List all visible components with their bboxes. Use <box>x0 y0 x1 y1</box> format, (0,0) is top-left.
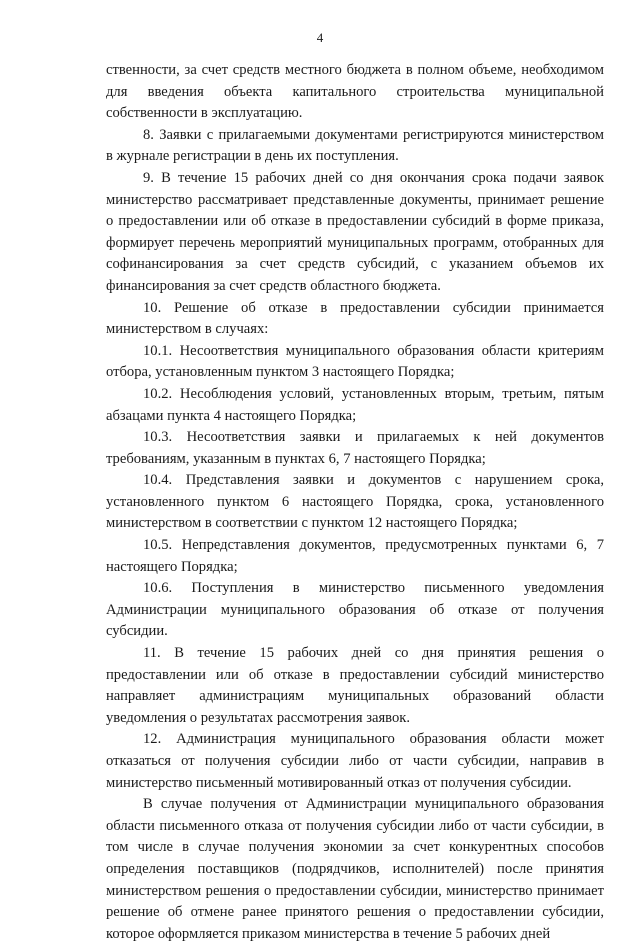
paragraph-10-6: 10.6. Поступления в министерство письменного уведомления Администрации муниципального образования об отказе от получения субсидии. <box>106 580 604 640</box>
paragraph-11: 11. В течение 15 рабочих дней со дня принятия решения о предоставлении или об отказе в предоставлении субсидий министерство направляет администрациям муниципальных образований области уведомления о результатах рассмотрения заявок. <box>106 645 604 726</box>
paragraph-10-3: 10.3. Несоответствия заявки и прилагаемых к ней документов требованиям, указанным в пунктах 6, 7 настоящего Порядка; <box>106 429 604 467</box>
paragraph-9: 9. В течение 15 рабочих дней со дня окончания срока подачи заявок министерство рассматривает представленные документы, принимает решение о предоставлении или об отказе в предоставлении субсидий в форме приказа, формирует перечень мероприятий муниципальных программ, отобранных для софинансирования за счет средств субсидий, с указанием объемов их финансирования за счет средств областного бюджета. <box>106 169 604 294</box>
document-body <box>106 60 604 945</box>
paragraph-10-2: 10.2. Несоблюдения условий, установленных вторым, третьим, пятым абзацами пункта 4 настоящего Порядка; <box>106 385 604 424</box>
page-number: 4 <box>316 30 324 45</box>
paragraph-10-4: 10.4. Представления заявки и документов с нарушением срока, установленного пунктом 6 настоящего Порядка, срока, установленного министерством в соответствии с пунктом 12 настоящего Порядка; <box>106 472 604 532</box>
paragraph-8: 8. Заявки с прилагаемыми документами регистрируются министерством в журнале регистрации в день их поступления. <box>106 126 604 165</box>
paragraph-12: 12. Администрация муниципального образования области может отказаться от получения субсидии либо от части субсидии, направив в министерство письменный мотивированный отказ от получения субсидии. <box>106 731 604 791</box>
paragraph-12-case: В случае получения от Администрации муниципального образования области письменного отказа от получения субсидии либо от части субсидии, в том числе в случае получения экономии за счет конкурентных способов определения поставщиков (подрядчиков, исполнителей) после принятия министерством решения о предоставлении субсидии, министерство принимает решение об отмене ранее принятого решения о предоставлении субсидии, которое оформляется приказом министерства в течение 5 рабочих дней <box>106 796 604 942</box>
paragraph-10: 10. Решение об отказе в предоставлении субсидии принимается министерством в случаях: <box>106 299 604 338</box>
paragraph-continuation: ственности, за счет средств местного бюджета в полном объеме, необходимом для введения объекта капитального строительства муниципальной собственности в эксплуатацию. <box>106 62 604 122</box>
paragraph-10-1: 10.1. Несоответствия муниципального образования области критериям отбора, установленным пунктом 3 настоящего Порядка; <box>106 342 604 381</box>
paragraph-10-5: 10.5. Непредставления документов, предусмотренных пунктами 6, 7 настоящего Порядка; <box>106 537 604 575</box>
